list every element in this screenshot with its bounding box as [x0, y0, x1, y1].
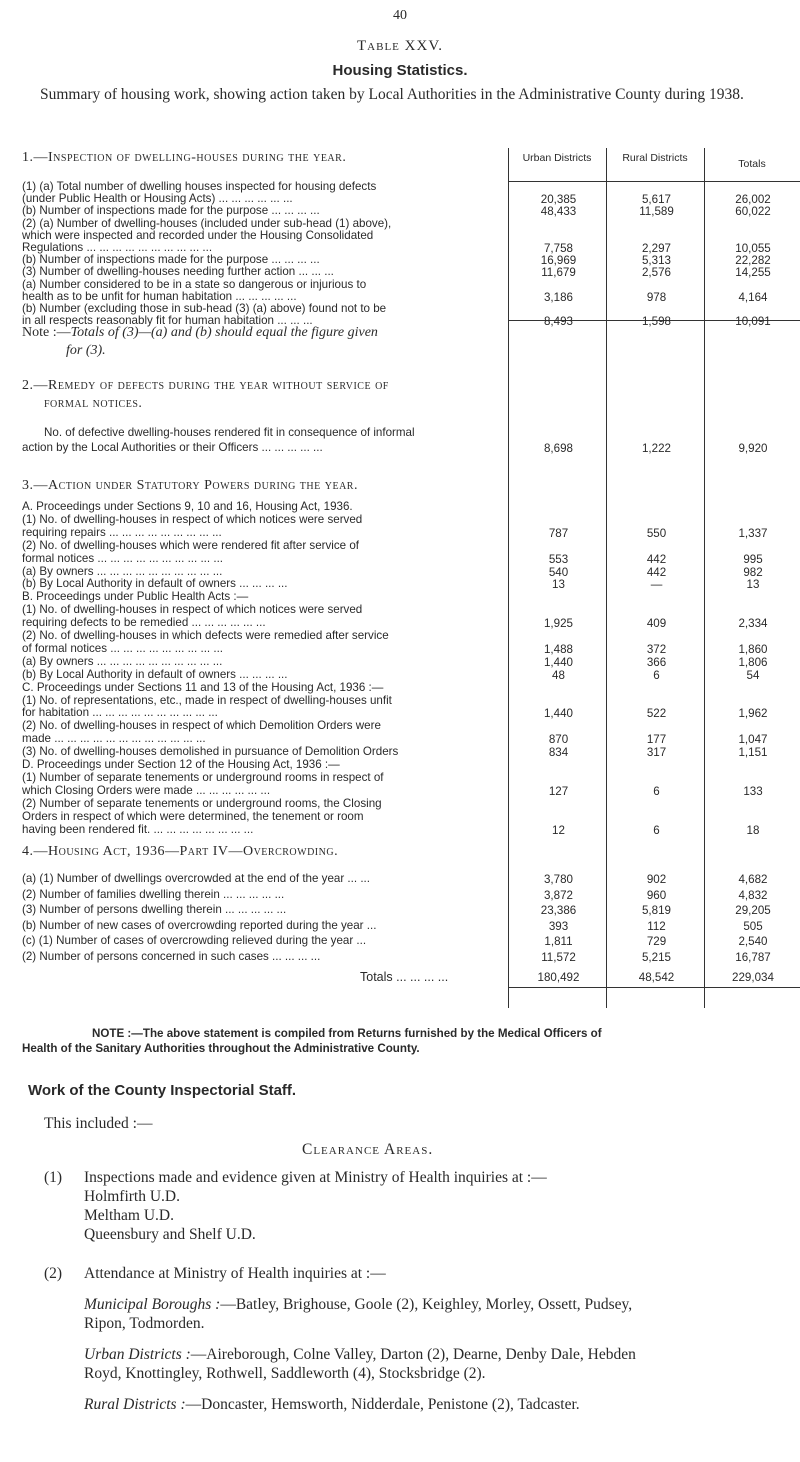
totals-rule	[508, 987, 800, 988]
statutory-cell-urban: 834	[548, 746, 569, 760]
item-2-text: Attendance at Ministry of Health inquiries at :—	[84, 1265, 386, 1282]
note-1-label: Note :—	[22, 325, 71, 340]
this-included: This included :—	[44, 1115, 153, 1132]
statutory-row-label: having been rendered fit. ... ... ... ... ... ... ... ...	[22, 822, 254, 836]
statutory-cell-urban: 48	[552, 668, 565, 682]
inspection-cell-total: 10,055	[735, 242, 771, 255]
municipal-text-2: Ripon, Todmorden.	[84, 1315, 205, 1332]
note-1-continued	[66, 343, 106, 359]
statutory-cell-total: 18	[746, 823, 760, 837]
statutory-row-label: (1) Number of separate tenements or underground rooms in respect of	[22, 770, 384, 784]
statutory-row-label: (2) Number of separate tenements or underground rooms, the Closing	[22, 796, 382, 810]
inspection-row-label: health as to be unfit for human habitation ... ... ... ... ...	[22, 289, 297, 303]
inspection-row-label: Regulations ... ... ... ... ... ... ... ... ... ...	[22, 241, 213, 254]
item-1-place: Holmfirth U.D.	[84, 1188, 181, 1205]
statutory-row-label: (a) By owners ... ... ... ... ... ... ... ... ... ...	[22, 654, 223, 668]
summary-text: Summary of housing work, showing action taken by Local Authorities in the Administrative County during 1938.	[40, 86, 744, 103]
overcrowding-cell-urban: 23,386	[540, 904, 577, 918]
statutory-row-label: (b) By Local Authority in default of owners ... ... ... ...	[22, 577, 288, 591]
overcrowding-cell-total: 505	[743, 919, 763, 933]
section-2-urban: 8,698	[543, 442, 573, 455]
overcrowding-cell-urban: 1,811	[544, 935, 573, 949]
inspection-cell-rural: 1,598	[641, 315, 671, 329]
inspection-cell-rural: 11,589	[639, 205, 674, 219]
statutory-row-label: which Closing Orders were made ... ... ... ... ... ...	[22, 783, 271, 797]
statutory-cell-urban: 787	[548, 526, 569, 540]
statutory-cell-total: 982	[743, 565, 763, 579]
statutory-cell-urban: 1,440	[543, 707, 573, 721]
statutory-row-label: (b) By Local Authority in default of owners ... ... ... ...	[22, 667, 288, 681]
inspection-cell-urban: 11,679	[541, 266, 576, 280]
statutory-cell-rural: 317	[646, 746, 667, 760]
statutory-cell-total: 1,860	[738, 642, 768, 656]
statutory-cell-rural: 550	[646, 526, 667, 540]
inspection-row-label: (2) (a) Number of dwelling-houses (included under sub-head (1) above),	[22, 216, 392, 230]
statutory-cell-urban: 13	[552, 578, 565, 592]
urban-districts	[84, 1345, 636, 1364]
municipal-boroughs	[84, 1295, 632, 1314]
statutory-row-label: (2) No. of dwelling-houses which were rendered fit after service of	[22, 538, 360, 552]
rural-text: —Doncaster, Hemsworth, Nidderdale, Penistone (2), Tadcaster.	[185, 1396, 580, 1413]
inspection-row-label: (b) Number of inspections made for the purpose ... ... ... ...	[22, 253, 320, 267]
totals-label: Totals ... ... ... ...	[360, 970, 449, 984]
inspection-cell-urban: 3,186	[543, 290, 573, 304]
statutory-cell-urban: 1,488	[543, 642, 573, 656]
statutory-cell-rural: 442	[646, 565, 667, 579]
inspection-cell-urban: 20,385	[540, 193, 577, 207]
section-2-rural: 1,222	[641, 442, 671, 455]
overcrowding-cell-total: 16,787	[735, 951, 771, 964]
overcrowding-row-label: (3) Number of persons dwelling therein ... ... ... ... ...	[22, 903, 287, 917]
statutory-row-label: of formal notices ... ... ... ... ... ... ... ... ...	[22, 641, 224, 655]
section-2-title-2: formal notices.	[44, 396, 143, 411]
inspection-cell-rural: 2,576	[641, 266, 671, 280]
item-1-place: Meltham U.D.	[84, 1207, 174, 1224]
overcrowding-cell-rural: 960	[646, 888, 667, 902]
overcrowding-cell-urban: 3,780	[543, 873, 573, 886]
rural-label: Rural Districts :	[84, 1396, 186, 1413]
inspection-cell-total: 14,255	[735, 266, 771, 280]
statutory-cell-total: 1,962	[738, 707, 768, 721]
municipal-text: —Batley, Brighouse, Goole (2), Keighley, Morley, Ossett, Pudsey,	[220, 1296, 633, 1313]
statutory-cell-total: 995	[743, 552, 763, 566]
section-2-line-1: No. of defective dwelling-houses rendered fit in consequence of informal	[44, 426, 415, 439]
overcrowding-cell-total: 29,205	[735, 904, 771, 918]
overcrowding-cell-rural: 112	[647, 919, 666, 933]
overcrowding-cell-urban: 11,572	[541, 951, 576, 964]
item-1-place: Queensbury and Shelf U.D.	[84, 1226, 256, 1243]
footnote-line-2: Health of the Sanitary Authorities throughout the Administrative County.	[22, 1042, 420, 1055]
statutory-cell-rural: 177	[646, 733, 667, 747]
statutory-cell-rural: 6	[653, 823, 660, 837]
inspection-cell-rural: 2,297	[641, 242, 671, 255]
statutory-row-label: made ... ... ... ... ... ... ... ... ... ... ... ...	[22, 732, 206, 746]
totals-urban: 180,492	[537, 971, 580, 984]
statutory-row-label: (1) No. of dwelling-houses in respect of which notices were served	[22, 512, 363, 526]
section-2-line-2: action by the Local Authorities or their Officers ... ... ... ... ...	[22, 441, 323, 454]
inspection-cell-total: 60,022	[735, 205, 771, 219]
inspection-cell-total: 22,282	[735, 254, 771, 268]
column-header-urban: Urban Districts	[522, 152, 592, 164]
section-2-title: 2.—Remedy of defects during the year without service of	[22, 378, 389, 393]
statutory-row-label: for habitation ... ... ... ... ... ... ... ... ... ...	[22, 706, 218, 720]
statutory-cell-total: 1,337	[738, 526, 768, 540]
totals-total: 229,034	[732, 971, 774, 984]
statutory-cell-urban: 1,925	[543, 617, 573, 631]
note-1	[22, 325, 378, 341]
column-header-rural: Rural Districts	[622, 152, 688, 164]
overcrowding-cell-urban: 393	[548, 919, 569, 933]
statutory-cell-rural: 6	[653, 784, 660, 798]
statutory-row-label: requiring defects to be remedied ... ... ... ... ... ...	[22, 616, 266, 630]
section-4-title: 4.—Housing Act, 1936—Part IV—Overcrowding.	[22, 844, 339, 859]
overcrowding-row-label: (b) Number of new cases of overcrowding reported during the year ...	[22, 918, 377, 932]
inspection-row-label: (b) Number of inspections made for the purpose ... ... ... ...	[22, 204, 320, 218]
overcrowding-cell-total: 4,832	[738, 888, 768, 902]
statutory-cell-total: 54	[746, 668, 760, 682]
statutory-row-label: (2) No. of dwelling-houses in which defects were remedied after service	[22, 629, 389, 642]
statutory-cell-total: 1,151	[738, 746, 768, 760]
inspection-cell-rural: 5,617	[641, 193, 671, 207]
rural-districts	[84, 1395, 580, 1414]
totals-rural: 48,542	[638, 971, 675, 984]
section-2-total: 9,920	[738, 442, 768, 455]
statutory-row-label: Orders in respect of which were determined, the tenement or room	[22, 809, 364, 823]
urban-text-2: Royd, Knottingley, Rothwell, Saddleworth (4), Stocksbridge (2).	[84, 1365, 486, 1382]
footnote-line-1: NOTE :—The above statement is compiled from Returns furnished by the Medical Officers of	[92, 1027, 602, 1040]
table-title: Table XXV.	[357, 38, 443, 54]
urban-label: Urban Districts :	[84, 1346, 191, 1363]
inspection-cell-total: 4,164	[738, 290, 768, 304]
overcrowding-cell-total: 2,540	[738, 935, 768, 949]
statutory-cell-total: 133	[743, 784, 763, 798]
header-rule	[508, 181, 800, 182]
inspection-cell-rural: 5,313	[641, 254, 671, 268]
inspection-cell-urban: 7,758	[543, 242, 573, 255]
inspection-cell-rural: 978	[646, 290, 667, 304]
statutory-row-label: (1) No. of dwelling-houses in respect of which notices were served	[22, 603, 363, 617]
overcrowding-cell-total: 4,682	[738, 873, 768, 886]
statutory-row-label: C. Proceedings under Sections 11 and 13 of the Housing Act, 1936 :—	[22, 680, 384, 694]
footnote	[22, 1026, 602, 1056]
section-3-title: 3.—Action under Statutory Powers during the year.	[22, 478, 358, 493]
statutory-cell-rural: 372	[646, 642, 667, 656]
statutory-row-label: (1) No. of representations, etc., made in respect of dwelling-houses unfit	[22, 693, 392, 707]
page-number: 40	[393, 8, 407, 23]
overcrowding-cell-rural: 5,215	[641, 951, 671, 964]
clearance-heading: Clearance Areas.	[302, 1141, 434, 1158]
overcrowding-cell-urban: 3,872	[543, 888, 573, 902]
statutory-cell-rural: 409	[646, 617, 667, 631]
statutory-cell-total: 2,334	[738, 617, 768, 631]
column-rule	[508, 148, 509, 1008]
statutory-cell-total: 1,047	[738, 733, 768, 747]
statutory-cell-rural: —	[650, 578, 663, 592]
statutory-cell-rural: 522	[646, 707, 667, 721]
statutory-cell-urban: 870	[548, 733, 569, 747]
inspection-row-label: which were inspected and recorded under the Housing Consolidated	[22, 228, 374, 242]
section-1-title: 1.—Inspection of dwelling-houses during the year.	[22, 150, 347, 165]
urban-text: —Aireborough, Colne Valley, Darton (2), Dearne, Denby Dale, Hebden	[190, 1346, 636, 1363]
statutory-cell-rural: 442	[646, 552, 667, 566]
overcrowding-row-label: (a) (1) Number of dwellings overcrowded at the end of the year ... ...	[22, 872, 370, 885]
column-header-totals: Totals	[738, 158, 766, 170]
statutory-row-label: (2) No. of dwelling-houses in respect of which Demolition Orders were	[22, 719, 381, 733]
inspection-row-label: (3) Number of dwelling-houses needing further action ... ... ...	[22, 265, 334, 279]
statutory-cell-urban: 127	[548, 784, 569, 798]
item-1-text: Inspections made and evidence given at Ministry of Health inquiries at :—	[84, 1169, 547, 1186]
statutory-cell-urban: 12	[552, 823, 565, 837]
statutory-row-label: requiring repairs ... ... ... ... ... ... ... ... ...	[22, 525, 222, 539]
overcrowding-cell-rural: 902	[646, 873, 667, 886]
inspection-cell-total: 26,002	[735, 193, 771, 207]
inspection-cell-total: 10,091	[735, 315, 771, 329]
overcrowding-row-label: (2) Number of persons concerned in such cases ... ... ... ...	[22, 950, 321, 963]
statutory-row-label: B. Proceedings under Public Health Acts :—	[22, 590, 249, 604]
inspection-row-label: in all respects reasonably fit for human habitation ... ... ...	[22, 314, 313, 328]
statutory-row-label: formal notices ... ... ... ... ... ... ... ... ... ...	[22, 551, 224, 565]
inspection-row-label: (1) (a) Total number of dwelling houses inspected for housing defects	[22, 180, 377, 193]
statutory-cell-total: 13	[746, 578, 760, 592]
work-heading: Work of the County Inspectorial Staff.	[28, 1082, 297, 1099]
municipal-label: Municipal Boroughs :	[84, 1296, 221, 1313]
statutory-row-label: A. Proceedings under Sections 9, 10 and 16, Housing Act, 1936.	[22, 500, 353, 513]
statutory-cell-urban: 540	[548, 565, 569, 579]
inspection-cell-urban: 8,493	[543, 315, 573, 329]
note-1-text: Totals of (3)—(a) and (b) should equal the figure given	[70, 325, 378, 340]
inspection-cell-urban: 48,433	[540, 205, 577, 219]
statutory-cell-rural: 6	[653, 668, 660, 682]
overcrowding-row-label: (c) (1) Number of cases of overcrowding relieved during the year ...	[22, 934, 367, 948]
note-1-text-2: for (3).	[66, 343, 106, 358]
statutory-row-label: (3) No. of dwelling-houses demolished in pursuance of Demolition Orders	[22, 745, 399, 759]
statutory-row-label: (a) By owners ... ... ... ... ... ... ... ... ... ...	[22, 564, 223, 578]
overcrowding-cell-rural: 5,819	[641, 904, 671, 918]
inspection-row-label: (under Public Health or Housing Acts) ... ... ... ... ... ...	[22, 192, 293, 206]
statutory-cell-total: 1,806	[738, 655, 768, 669]
overcrowding-cell-rural: 729	[646, 935, 667, 949]
statutory-cell-urban: 553	[548, 552, 569, 566]
page-heading: Housing Statistics.	[332, 62, 468, 79]
item-1-label: (1)	[44, 1169, 63, 1186]
statutory-cell-rural: 366	[646, 655, 667, 669]
statutory-cell-urban: 1,440	[543, 655, 573, 669]
statutory-row-label: D. Proceedings under Section 12 of the Housing Act, 1936 :—	[22, 758, 340, 771]
inspection-row-label: (b) Number (excluding those in sub-head (3) (a) above) found not to be	[22, 302, 387, 315]
overcrowding-row-label: (2) Number of families dwelling therein ... ... ... ... ...	[22, 887, 285, 901]
inspection-row-label: (a) Number considered to be in a state so dangerous or injurious to	[22, 277, 367, 291]
inspection-cell-urban: 16,969	[540, 254, 577, 268]
item-2-label: (2)	[44, 1265, 63, 1282]
